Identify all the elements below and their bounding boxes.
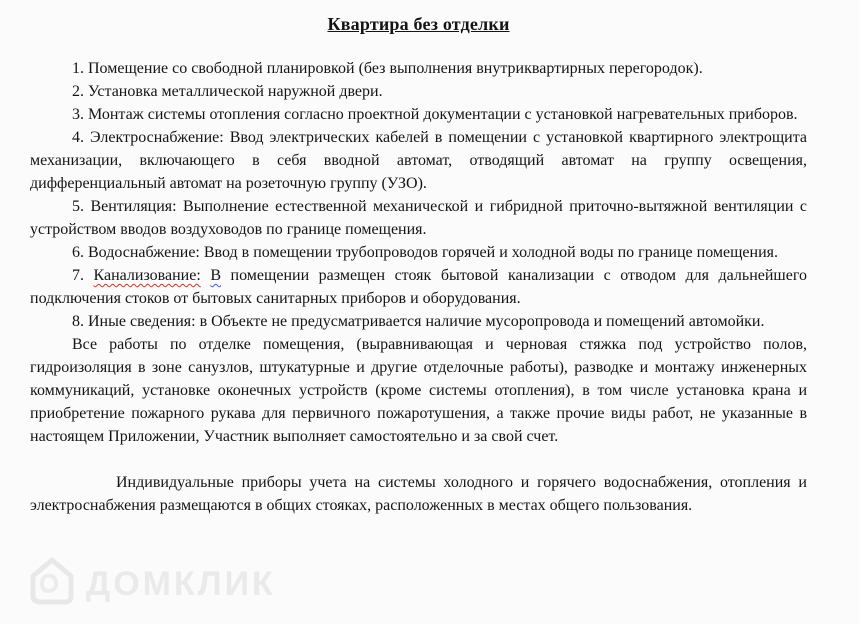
- paragraph-7-rest: помещении размещен стояк бытовой канализации с отводом для дальнейшего подключения стоков от бытовых санитарных приборов и оборудования.: [30, 267, 808, 307]
- watermark-text: ДОМКЛИК: [86, 564, 276, 603]
- paragraph-item-5: 5. Вентиляция: Выполнение естественной механической и гибридной приточно-вытяжной вентиляции с устройством вводов воздуховодов по границе помещения.: [30, 198, 807, 238]
- house-logo-icon: [26, 552, 78, 615]
- document-body: [30, 57, 807, 517]
- document-title: Квартира без отделки: [327, 14, 510, 34]
- paragraph-item-4: 4. Электроснабжение: Ввод электрических кабелей в помещении с установкой квартирного электрощита механизации, включающего в себя вводной автомат, отводящий автомат на группу освещения, дифференциальный автомат на розеточную группу (УЗО).: [30, 129, 807, 192]
- paragraph-item-1: 1. Помещение со свободной планировкой (без выполнения внутриквартирных перегородок).: [72, 60, 703, 77]
- misspelled-word: Канализование:: [93, 267, 201, 284]
- paragraph-item-7: [30, 264, 807, 310]
- paragraph-item-8: 8. Иные сведения: в Объекте не предусматривается наличие мусоропровода и помещений автомойки.: [72, 313, 765, 330]
- paragraph-item-3: 3. Монтаж системы отопления согласно проектной документации с установкой нагревательных приборов.: [72, 106, 798, 123]
- paragraph-item-6: 6. Водоснабжение: Ввод в помещении трубопроводов горячей и холодной воды по границе помещения.: [72, 244, 779, 261]
- paragraph-all-works: Все работы по отделке помещения, (выравнивающая и черновая стяжка под устройство полов, гидроизоляция в зоне санузлов, штукатурные и другие отделочные работы), разводке и монтажу инженерных коммуникаций, установке оконечных устройств (кроме системы отопления), в том числе установка крана и приобретение пожарного рукава для первичного пожаротушения, а также прочие виды работ, не указанные в настоящем Приложении, Участник выполняет самостоятельно и за свой счет.: [30, 336, 807, 445]
- paragraph-7-number: 7.: [72, 267, 84, 284]
- paragraph-metering-devices: Индивидуальные приборы учета на системы холодного и горячего водоснабжения, отопления и электроснабжения размещаются в общих стояках, расположенных в местах общего пользования.: [30, 474, 807, 514]
- domclick-watermark: [26, 552, 276, 615]
- paragraph-item-2: 2. Установка металлической наружной двери.: [72, 83, 383, 100]
- grammar-flagged-word: В: [210, 267, 221, 284]
